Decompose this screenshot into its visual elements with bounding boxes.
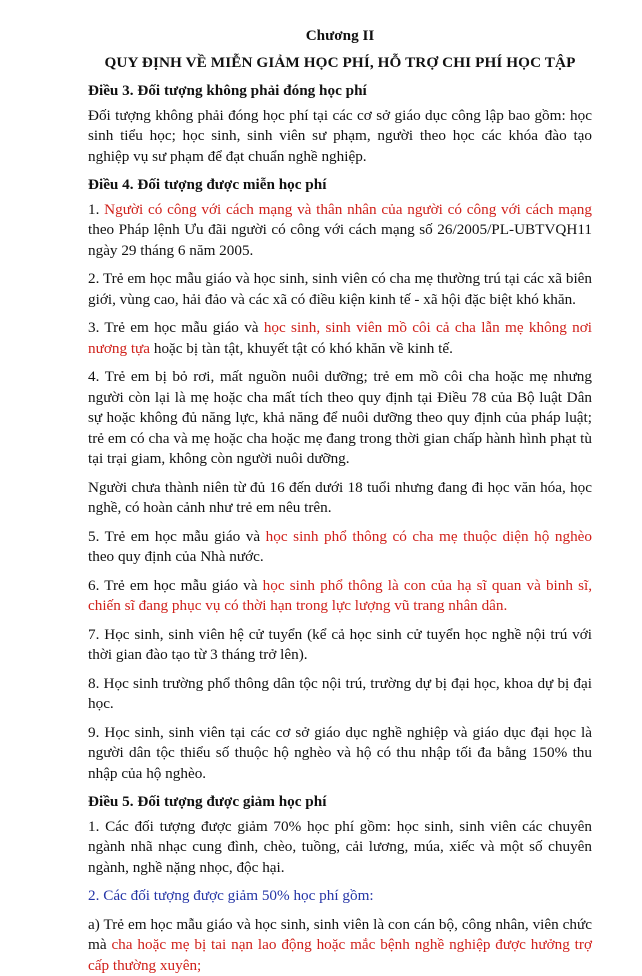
article-3-body: Đối tượng không phải đóng học phí tại các cơ sở giáo dục công lập bao gồm: học sinh tiểu học; học sinh, sinh viên sư phạm, người theo học các khóa đào tạo nghiệp vụ sư phạm để đạt chuẩn nghề nghiệp.	[88, 106, 592, 168]
article-5-heading: Điều 5. Đối tượng được giảm học phí	[88, 792, 592, 813]
item-6-highlight: học sinh phổ thông là con của hạ sĩ quan và binh sĩ, chiến sĩ đang phục vụ có thời hạn trong lực lượng vũ trang nhân dân.	[88, 577, 592, 615]
item-2a-highlight: cha hoặc mẹ bị tai nạn lao động hoặc mắc bệnh nghề nghiệp được hưởng trợ cấp thường xuyên;	[88, 936, 592, 974]
article-4-item-9: 9. Học sinh, sinh viên tại các cơ sở giáo dục nghề nghiệp và giáo dục đại học là người dân tộc thiểu số thuộc hộ nghèo và hộ có thu nhập tối đa bằng 150% thu nhập của hộ nghèo.	[88, 723, 592, 785]
article-4-item-1	[88, 200, 592, 262]
article-4-item-4: 4. Trẻ em bị bỏ rơi, mất nguồn nuôi dưỡng; trẻ em mồ côi cha hoặc mẹ nhưng người còn lại là mẹ hoặc cha mất tích theo quy định tại Điều 78 của Bộ luật Dân sự hoặc không đủ năng lực, khả năng để nuôi dưỡng theo quy định của pháp luật; trẻ em có cha và mẹ hoặc cha hoặc mẹ đang trong thời gian chấp hành hình phạt tù tại trại giam, không còn người nuôi dưỡng.	[88, 367, 592, 470]
article-4-item-5	[88, 527, 592, 568]
article-4-heading: Điều 4. Đối tượng được miễn học phí	[88, 175, 592, 196]
item-3-prefix: 3. Trẻ em học mẫu giáo và	[88, 319, 264, 336]
article-4-item-4-extra: Người chưa thành niên từ đủ 16 đến dưới 18 tuổi nhưng đang đi học văn hóa, học nghề, có hoàn cảnh như trẻ em nêu trên.	[88, 478, 592, 519]
item-5-suffix: theo quy định của Nhà nước.	[88, 548, 264, 565]
article-4-item-7: 7. Học sinh, sinh viên hệ cử tuyển (kể cả học sinh cử tuyển học nghề nội trú với thời gian đào tạo từ 3 tháng trở lên).	[88, 625, 592, 666]
article-5-item-1: 1. Các đối tượng được giảm 70% học phí gồm: học sinh, sinh viên các chuyên ngành nhã nhạc cung đình, chèo, tuồng, cải lương, múa, xiếc và một số chuyên ngành, nghề nặng nhọc, độc hại.	[88, 817, 592, 879]
item-3-highlight: học sinh, sinh viên mồ côi cả cha lẫn mẹ không nơi nương tựa	[88, 319, 592, 357]
item-5-prefix: 5. Trẻ em học mẫu giáo và	[88, 528, 266, 545]
chapter-number: Chương II	[88, 26, 592, 47]
item-3-suffix: hoặc bị tàn tật, khuyết tật có khó khăn về kinh tế.	[150, 340, 453, 357]
article-5-item-2: 2. Các đối tượng được giảm 50% học phí gồm:	[88, 886, 592, 907]
item-1-suffix: theo Pháp lệnh Ưu đãi người có công với cách mạng số 26/2005/PL-UBTVQH11 ngày 29 tháng 6 năm 2005.	[88, 221, 592, 259]
item-1-highlight: Người có công với cách mạng và thân nhân của người có công với cách mạng	[104, 201, 592, 218]
article-3-heading: Điều 3. Đối tượng không phải đóng học phí	[88, 81, 592, 102]
article-5-item-2a	[88, 915, 592, 976]
article-4-item-6	[88, 576, 592, 617]
item-6-prefix: 6. Trẻ em học mẫu giáo và	[88, 577, 263, 594]
item-5-highlight: học sinh phổ thông có cha mẹ thuộc diện hộ nghèo	[266, 528, 592, 545]
article-4-item-2: 2. Trẻ em học mẫu giáo và học sinh, sinh viên có cha mẹ thường trú tại các xã biên giới, vùng cao, hải đảo và các xã có điều kiện kinh tế - xã hội đặc biệt khó khăn.	[88, 269, 592, 310]
article-4-item-3	[88, 318, 592, 359]
chapter-title: QUY ĐỊNH VỀ MIỄN GIẢM HỌC PHÍ, HỖ TRỢ CHI PHÍ HỌC TẬP	[88, 53, 592, 74]
article-4-item-8: 8. Học sinh trường phổ thông dân tộc nội trú, trường dự bị đại học, khoa dự bị đại học.	[88, 674, 592, 715]
item-1-prefix: 1.	[88, 201, 104, 218]
item-2a-prefix: a) Trẻ em học mẫu giáo và học sinh, sinh viên là con cán bộ, công nhân, viên chức mà	[88, 916, 592, 954]
